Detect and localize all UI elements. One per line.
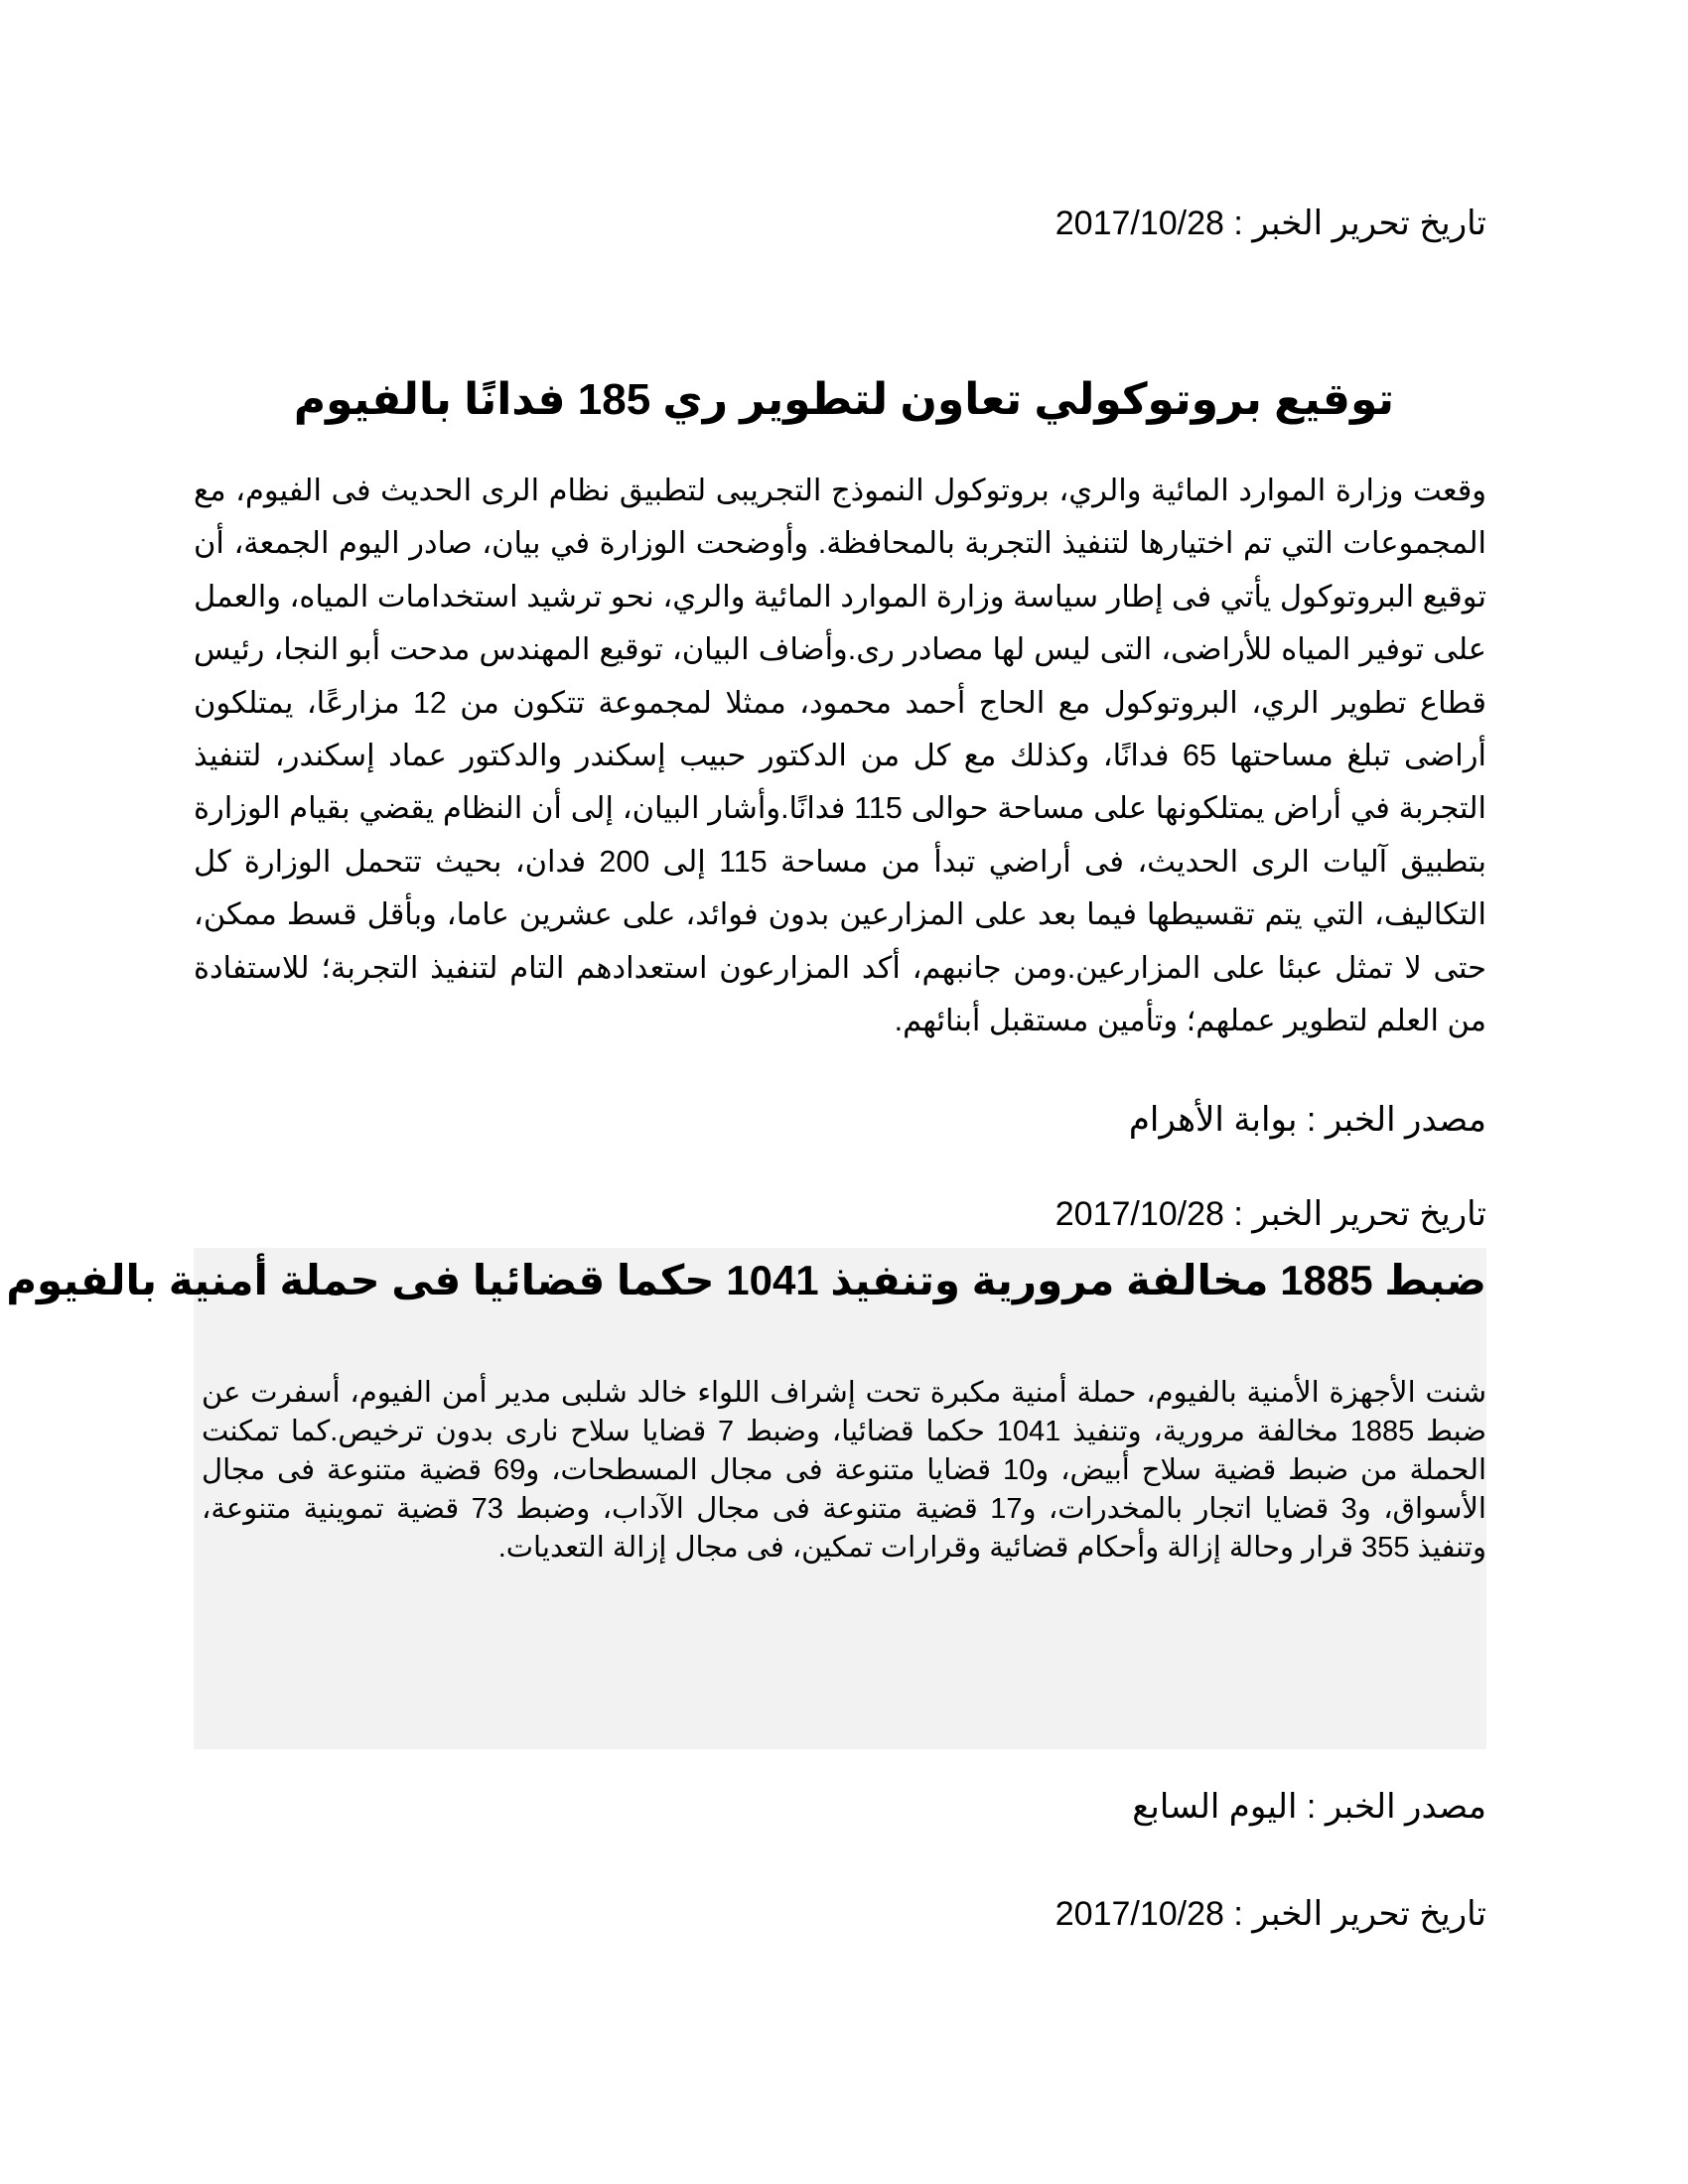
article-2-body: شنت الأجهزة الأمنية بالفيوم، حملة أمنية مكبرة تحت إشراف اللواء خالد شلبى مدير أمن الفيوم، أسفرت عن ضبط 1885 مخالفة مرورية، وتنفيذ 1041 حكما قضائيا، وضبط 7 قضايا سلاح نارى بدون ترخيص.كما تمكنت الحملة من ضبط قضية سلاح أبيض، و10 قضايا متنوعة فى مجال المسطحات، و69 قضية متنوعة فى مجال الأسواق، و3 قضايا اتجار بالمخدرات، و17 قضية متنوعة فى مجال الآداب، وضبط 73 قضية تموينية متنوعة، وتنفيذ 355 قرار وحالة إزالة وأحكام قضائية وقرارات تمكين، فى مجال إزالة التعديات. <box>202 1377 1486 1564</box>
article-2-title: ضبط 1885 مخالفة مرورية وتنفيذ 1041 حكما قضائيا فى حملة أمنية بالفيوم <box>6 1257 1486 1303</box>
article-2-date: تاريخ تحرير الخبر : 2017/10/28 <box>1055 1195 1486 1233</box>
article-3-date: تاريخ تحرير الخبر : 2017/10/28 <box>1055 1895 1486 1933</box>
article-2-source: مصدر الخبر : اليوم السابع <box>1132 1788 1486 1826</box>
article-1-body: وقعت وزارة الموارد المائية والري، بروتوكول النموذج التجريبى لتطبيق نظام الرى الحديث فى الفيوم، مع المجموعات التي تم اختيارها لتنفيذ التجربة بالمحافظة. وأوضحت الوزارة في بيان، صادر اليوم الجمعة، أن توقيع البروتوكول يأتي فى إطار سياسة وزارة الموارد المائية والري، نحو ترشيد استخدامات المياه، والعمل على توفير المياه للأراضى، التى ليس لها مصادر رى.وأضاف البيان، توقيع المهندس مدحت أبو النجا، رئيس قطاع تطوير الري، البروتوكول مع الحاج أحمد محمود، ممثلا لمجموعة تتكون من 12 مزارعًا، يمتلكون أراضى تبلغ مساحتها 65 فدانًا، وكذلك مع كل من الدكتور حبيب إسكندر والدكتور عماد إسكندر، لتنفيذ التجربة في أراض يمتلكونها على مساحة حوالى 115 فدانًا.وأشار البيان، إلى أن النظام يقضي بقيام الوزارة بتطبيق آليات الرى الحديث، فى أراضي تبدأ من مساحة 115 إلى 200 فدان، بحيث تتحمل الوزارة كل التكاليف، التي يتم تقسيطها فيما بعد على المزارعين بدون فوائد، على عشرين عاما، وبأقل قسط ممكن، حتى لا تمثل عبئا على المزارعين.ومن جانبهم، أكد المزارعون استعدادهم التام لتنفيذ التجربة؛ للاستفادة من العلم لتطوير عملهم؛ وتأمين مستقبل أبنائهم. <box>194 474 1486 1038</box>
article-1-title: توقيع بروتوكولي تعاون لتطوير ري 185 فدانًا بالفيوم <box>293 375 1395 424</box>
article-1-date: تاريخ تحرير الخبر : 2017/10/28 <box>1055 205 1486 242</box>
article-1-source: مصدر الخبر : بوابة الأهرام <box>1128 1101 1486 1139</box>
